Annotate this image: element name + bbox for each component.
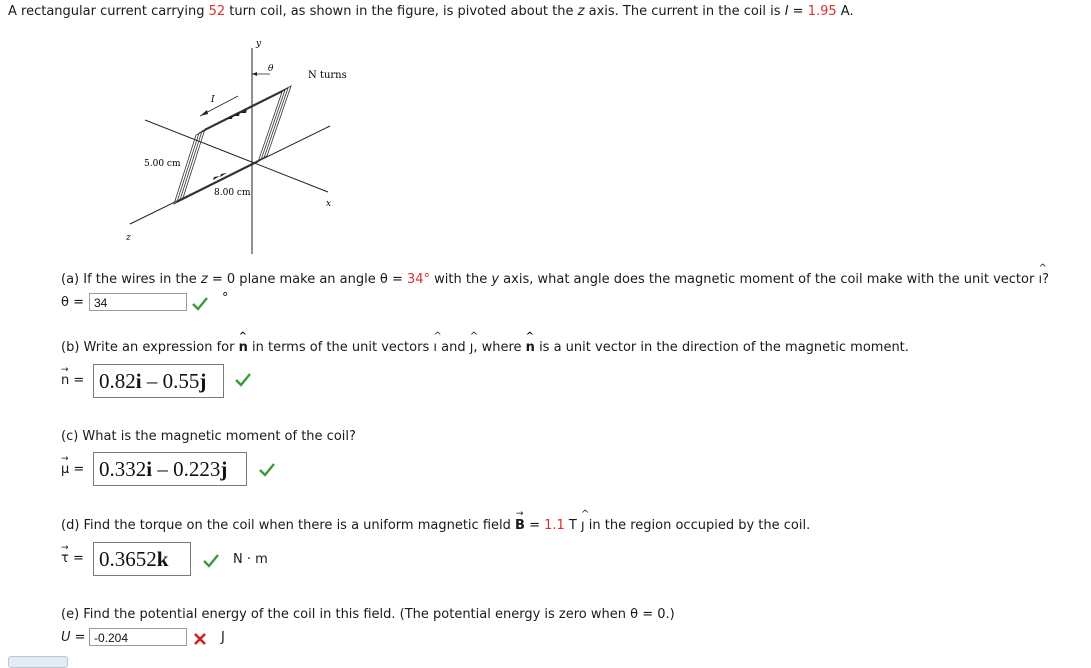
side-5cm-label: 5.00 cm <box>144 159 181 169</box>
x-axis-label: x <box>326 199 332 209</box>
side-8cm-label: 8.00 cm <box>214 188 251 198</box>
theta-label: θ <box>268 64 274 74</box>
n-hat-answer[interactable]: 0.82i – 0.55j <box>93 364 224 398</box>
energy-unit: J <box>221 630 225 645</box>
mu-answer[interactable]: 0.332i – 0.223j <box>93 452 247 486</box>
x-icon <box>193 632 207 646</box>
question-b: (b) Write an expression for n ^ in terms of the unit vectors ı ^ and ȷ ^ , where n ^ is a unit vector in the direction of the magnetic moment. <box>61 331 909 355</box>
question-d: (d) Find the torque on the coil when there is a uniform magnetic field B → = 1.1 T ȷ ^ in the region occupied by the coil. <box>61 509 811 533</box>
turns-value: 52 <box>208 4 226 19</box>
degree-unit: ° <box>222 291 229 306</box>
question-c: (c) What is the magnetic moment of the coil? <box>61 429 356 444</box>
current-value: 1.95 <box>807 4 837 19</box>
angle-value: 34° <box>406 272 431 287</box>
submit-button[interactable] <box>8 656 68 668</box>
n-turns-label: N turns <box>308 70 347 81</box>
label-u: U = <box>61 630 86 645</box>
label-mu-vector: μ → = <box>61 454 85 477</box>
label-tau-vector: τ → = <box>61 543 84 566</box>
problem-statement: A rectangular current carrying 52 turn coil, as shown in the figure, is pivoted about the z axis. The current in the coil is I = 1.95 A. <box>8 4 854 19</box>
label-theta: θ = <box>61 295 84 310</box>
coil-figure <box>110 34 370 256</box>
current-label: I <box>211 95 215 105</box>
torque-answer[interactable]: 0.3652k <box>93 542 191 576</box>
z-axis-label: z <box>126 233 131 243</box>
check-icon <box>235 373 251 387</box>
y-axis-label: y <box>256 39 262 49</box>
torque-unit: N · m <box>233 552 268 567</box>
question-a: (a) If the wires in the z = 0 plane make an angle θ = 34° with the y axis, what angle does the magnetic moment of the coil make with the unit vector ı ^ ? <box>61 263 1049 287</box>
field-value: 1.1 <box>544 518 565 533</box>
label-n-vector: n → = <box>61 365 85 388</box>
theta-input[interactable]: 34 <box>89 293 187 311</box>
check-icon <box>192 297 208 311</box>
check-icon <box>259 463 275 477</box>
check-icon <box>203 554 219 568</box>
potential-energy-input[interactable]: -0.204 <box>89 628 187 646</box>
question-e: (e) Find the potential energy of the coil in this field. (The potential energy is zero when θ = 0.) <box>61 607 675 622</box>
